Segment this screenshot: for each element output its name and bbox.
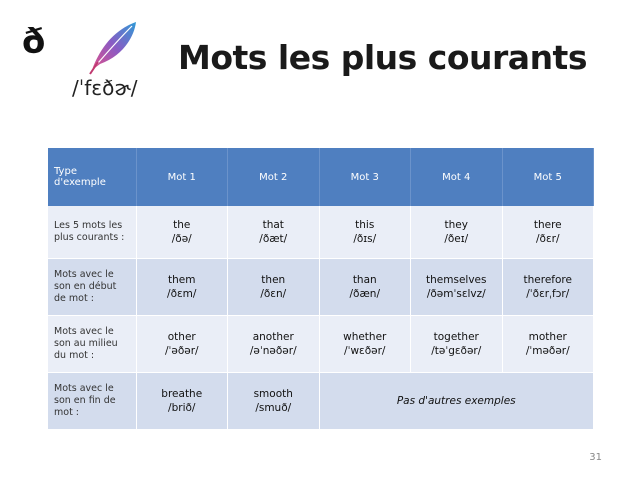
no-more-examples-note: Pas d'autres exemples — [319, 373, 594, 430]
table-row — [48, 206, 594, 259]
word-cell — [228, 259, 320, 316]
word-cell — [502, 206, 594, 259]
table-header-row — [48, 148, 594, 206]
word: together — [433, 331, 479, 343]
word-cell — [502, 316, 594, 373]
column-header: Mot 1 — [136, 148, 228, 206]
word-cell — [411, 259, 503, 316]
column-header: Mot 4 — [411, 148, 503, 206]
word: smooth — [253, 388, 293, 400]
column-header: Mot 2 — [228, 148, 320, 206]
ipa: /ˈəðər/ — [164, 345, 199, 357]
column-header: Mot 3 — [319, 148, 411, 206]
ipa: /ðeɪ/ — [444, 233, 469, 245]
table-row — [48, 373, 594, 430]
word-cell — [136, 373, 228, 430]
word: themselves — [426, 274, 487, 286]
word-cell — [411, 206, 503, 259]
word: them — [168, 274, 196, 286]
word: there — [533, 219, 562, 231]
word-cell — [319, 259, 411, 316]
words-table — [48, 148, 594, 430]
word-cell — [136, 259, 228, 316]
ipa: /əˈnəðər/ — [249, 345, 297, 357]
phonetic-transcription: /ˈfɛðɚ/ — [72, 76, 138, 100]
word: whether — [343, 331, 387, 343]
word: they — [444, 219, 468, 231]
word: this — [355, 219, 375, 231]
word-cell — [228, 373, 320, 430]
ipa: /ðæn/ — [349, 288, 380, 300]
word-cell — [502, 259, 594, 316]
ipa: /ðɪs/ — [353, 233, 377, 245]
row-label: Mots avec le son au milieu du mot : — [48, 316, 136, 373]
ipa: /ðɛm/ — [167, 288, 197, 300]
ipa: /ðɛr/ — [536, 233, 560, 245]
ipa: /ˈwɛðər/ — [344, 345, 386, 357]
ipa: /ˈməðər/ — [525, 345, 570, 357]
word-cell — [228, 316, 320, 373]
word-cell — [319, 316, 411, 373]
word: than — [352, 274, 377, 286]
page-number: 31 — [589, 452, 602, 463]
word: then — [261, 274, 286, 286]
ipa: /ðə/ — [171, 233, 192, 245]
table-row — [48, 316, 594, 373]
row-label: Les 5 mots les plus courants : — [48, 206, 136, 259]
word-cell — [136, 316, 228, 373]
word: other — [167, 331, 196, 343]
column-header: Mot 5 — [502, 148, 594, 206]
word-cell — [411, 316, 503, 373]
phoneme-symbol: ð — [22, 22, 46, 62]
word: mother — [528, 331, 567, 343]
ipa: /ðɛn/ — [260, 288, 287, 300]
word: the — [173, 219, 191, 231]
column-header: Type d'exemple — [48, 148, 136, 206]
ipa: /ðæt/ — [259, 233, 288, 245]
word-cell — [136, 206, 228, 259]
word: therefore — [523, 274, 572, 286]
row-label: Mots avec le son en fin de mot : — [48, 373, 136, 430]
feather-icon — [86, 18, 142, 76]
ipa: /ˈðɛrˌfɔr/ — [526, 288, 570, 300]
word-cell — [228, 206, 320, 259]
ipa: /brið/ — [168, 402, 196, 414]
ipa: /ðəmˈsɛlvz/ — [426, 288, 486, 300]
slide-title: Mots les plus courants — [178, 38, 587, 77]
table-row — [48, 259, 594, 316]
row-label: Mots avec le son en début de mot : — [48, 259, 136, 316]
word: another — [252, 331, 294, 343]
word: breathe — [161, 388, 203, 400]
ipa: /təˈgɛðər/ — [431, 345, 482, 357]
word: that — [262, 219, 284, 231]
ipa: /smuð/ — [255, 402, 292, 414]
word-cell — [319, 206, 411, 259]
